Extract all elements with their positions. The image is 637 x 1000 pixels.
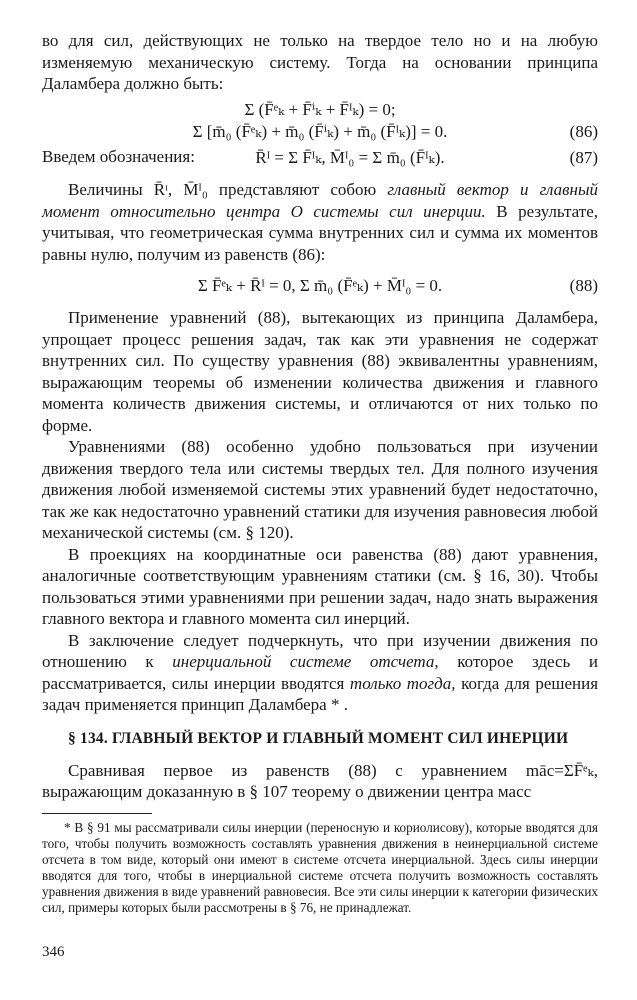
paragraph-6: В проекциях на координатные оси равенства (88) дают уравнения, аналогичные соответствующим уравнениям статики (см. § 16, 30). Чтобы пользоваться этими уравнениями при решении задач, надо знать выражения главного вектора и главного момента сил инерций.	[42, 544, 598, 628]
page-body	[42, 30, 598, 916]
paragraph-4: Применение уравнений (88), вытекающих из принципа Даламбера, упрощает процесс решения задач, так как эти уравнения не содержат внутренних сил. По существу уравнения (88) эквивалентны уравнениям, выражающим теоремы об изменении количества движения и главного момента количеств движения системы, и отличаются от них только по форме.	[42, 308, 598, 435]
paragraph-8	[42, 760, 598, 803]
equation-86-line2	[42, 121, 598, 143]
equation-number-86: (86)	[569, 121, 598, 141]
equation-86-line1	[42, 99, 598, 121]
equation-number-87: (87)	[569, 148, 598, 167]
equation-number-88: (88)	[569, 276, 598, 295]
p8-text-a: Сравнивая первое из равенств (88) с уравнением māc=ΣF̄ᵉₖ,	[68, 760, 598, 780]
paragraph-7	[42, 630, 598, 716]
paragraph-3	[42, 179, 598, 265]
p7-text-e: когда для решения задач применяется принцип Даламбера * .	[42, 673, 599, 714]
p3-text-before: Величины R̄ᶦ, M̄ᴵ₀ представляют собою	[68, 180, 377, 199]
footnote-divider	[42, 813, 152, 814]
p3-text-after: В результате, учитывая, что геометрическая сумма внутренних сил и сумма их моментов равны нулю, получим из равенств (86):	[42, 201, 599, 264]
p7-italic-d: только тогда,	[349, 673, 456, 693]
p8-text-b: выражающим доказанную в § 107 теорему о движении центра масс	[42, 782, 532, 801]
equation-88-text: Σ F̄ᵉₖ + R̄ᴵ = 0, Σ m̄₀ (F̄ᵉₖ) + M̄ᴵ₀ = 0.	[197, 276, 443, 295]
paragraph-2: Введем обозначения:	[42, 146, 195, 166]
equation-86-line2-text: Σ [m̄₀ (F̄ᵉₖ) + m̄₀ (F̄ⁱₖ) + m̄₀ (F̄ᴵₖ)] = 0.	[192, 121, 448, 141]
paragraph-5: Уравнениями (88) особенно удобно пользоваться при изучении движения твердого тела или системы твердых тел. Для полного изучения движения любой изменяемой системы этих уравнений будет недостаточно, так же как недостаточно уравнений статики для изучения равновесия любой механической системы (см. § 120).	[42, 437, 598, 542]
p7-text-a: В заключение следует подчеркнуть, что при изучении движения по отношению к	[42, 630, 598, 671]
equation-87-text: R̄ᴵ = Σ F̄ᴵₖ, M̄ᴵ₀ = Σ m̄₀ (F̄ᴵₖ).	[255, 148, 445, 167]
equation-87	[102, 147, 598, 169]
section-heading: § 134. ГЛАВНЫЙ ВЕКТОР И ГЛАВНЫЙ МОМЕНТ СИЛ ИНЕРЦИИ	[68, 729, 569, 747]
p7-text-c: которое здесь и рассматривается, силы инерции вводятся	[42, 652, 598, 693]
page-number: 346	[42, 944, 65, 960]
paragraph-1: во для сил, действующих не только на твердое тело но и на любую изменяемую механическую систему. Тогда на основании принципа Даламбера должно быть:	[42, 31, 598, 93]
p3-italic-text: главный вектор и главный момент относительно центра O системы сил инерции.	[42, 180, 599, 221]
equation-86-line1-text: Σ (F̄ᵉₖ + F̄ⁱₖ + F̄ᴵₖ) = 0;	[244, 99, 396, 119]
p7-italic-b: инерциальной системе отсчета,	[172, 652, 439, 671]
equation-88	[42, 275, 598, 297]
footnote: * В § 91 мы рассматривали силы инерции (переносную и кориолисову), которые вводятся для того, чтобы получить возможность составлять уравнения движения в неинерциальной системе отсчета в том виде, который они имеют в системе отсчета инерциальной. Здесь силы инерции вводятся для того, чтобы в инерциальной системе отсчета получить возможность составлять уравнения движения в виде уравнений равновесия. Все эти силы инерции к категории физических сил, примеры которых были рассмотрены в § 76, не принадлежат.	[42, 819, 598, 915]
